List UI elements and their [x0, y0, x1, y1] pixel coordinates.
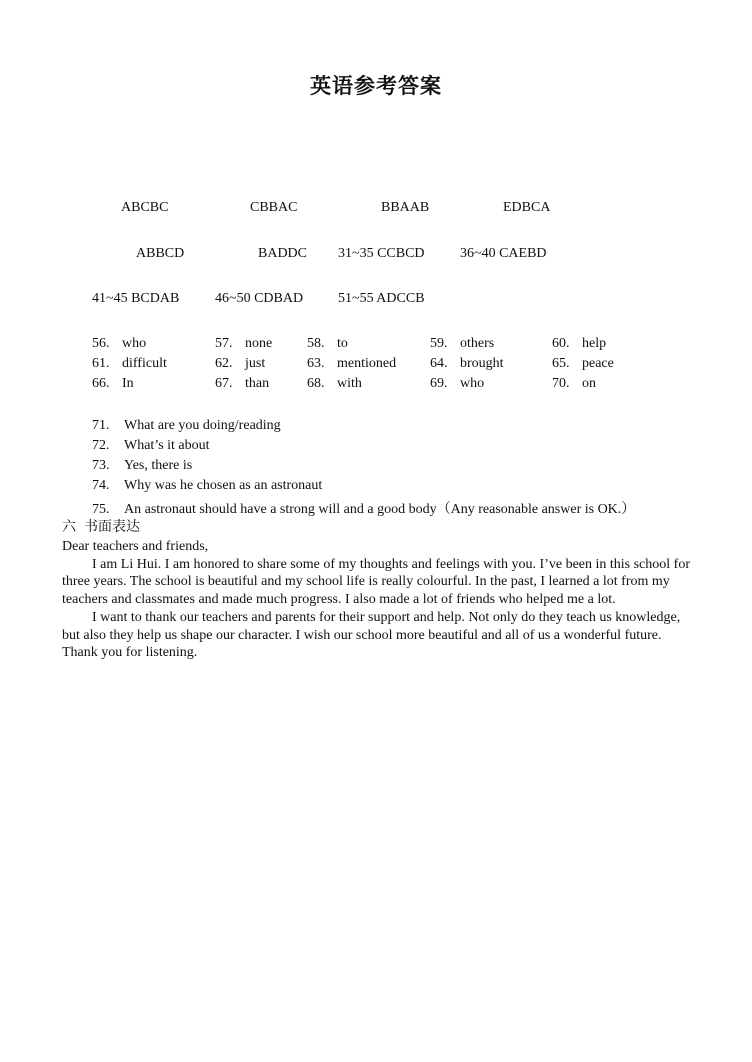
fill-blank-item: [552, 376, 596, 392]
fill-blank-item: [307, 376, 362, 392]
fill-blank-item: [307, 336, 348, 352]
choice-group: 31~35 CCBCD: [338, 246, 425, 261]
item-number: 68.: [307, 376, 325, 391]
item-number: 75.: [92, 502, 110, 517]
item-answer: on: [582, 376, 596, 391]
qa-item: [92, 478, 322, 494]
item-answer: brought: [460, 356, 504, 371]
item-answer: Why was he chosen as an astronaut: [124, 478, 323, 493]
essay: [62, 538, 692, 662]
item-number: 73.: [92, 458, 110, 473]
item-answer: just: [245, 356, 266, 371]
choice-group: ABCBC: [121, 200, 169, 215]
fill-blank-item: [430, 356, 504, 372]
choice-group: CBBAC: [250, 200, 298, 215]
item-number: 62.: [215, 356, 233, 371]
item-answer: who: [122, 336, 147, 351]
fill-blank-item: [215, 336, 272, 352]
choice-group: 51~55 ADCCB: [338, 291, 425, 306]
section-title: 书面表达: [84, 519, 140, 535]
item-number: 61.: [92, 356, 110, 371]
fill-blank-item: [215, 376, 269, 392]
item-number: 71.: [92, 418, 110, 433]
page-title: 英语参考答案: [310, 74, 442, 98]
qa-item: [92, 418, 281, 434]
item-answer: What are you doing/reading: [124, 418, 281, 433]
section-heading: [62, 516, 140, 536]
item-number: 72.: [92, 438, 110, 453]
item-number: 59.: [430, 336, 448, 351]
item-answer: none: [245, 336, 273, 351]
item-number: 69.: [430, 376, 448, 391]
choice-group: BADDC: [258, 246, 308, 261]
item-answer: others: [460, 336, 495, 351]
item-answer: with: [337, 376, 362, 391]
essay-paragraph: I want to thank our teachers and parents for their support and help. Not only do they teach us knowledge, but also they help us shape our character. I wish our school more beautiful and all of us a wonderful future. Thank you for listening.: [62, 609, 681, 661]
fill-blank-item: [552, 336, 606, 352]
essay-salutation: Dear teachers and friends,: [62, 539, 209, 554]
fill-blank-item: [92, 376, 134, 392]
item-answer: What’s it about: [124, 438, 210, 453]
qa-item: [92, 438, 210, 454]
item-answer: An astronaut should have a strong will and a good body（Any reasonable answer is OK.）: [124, 502, 636, 517]
choice-group: 36~40 CAEBD: [460, 246, 547, 261]
item-number: 63.: [307, 356, 325, 371]
item-number: 66.: [92, 376, 110, 391]
item-answer: In: [122, 376, 134, 391]
item-answer: peace: [582, 356, 614, 371]
fill-blank-item: [430, 336, 494, 352]
item-answer: difficult: [122, 356, 167, 371]
item-number: 56.: [92, 336, 110, 351]
item-number: 70.: [552, 376, 570, 391]
item-number: 67.: [215, 376, 233, 391]
item-answer: Yes, there is: [124, 458, 193, 473]
choice-group: BBAAB: [381, 200, 430, 215]
item-number: 58.: [307, 336, 325, 351]
item-answer: than: [245, 376, 270, 391]
qa-item: [92, 498, 635, 518]
fill-blank-item: [430, 376, 484, 392]
item-number: 64.: [430, 356, 448, 371]
fill-blank-item: [92, 356, 167, 372]
fill-blank-item: [307, 356, 396, 372]
section-number: 六: [62, 519, 76, 535]
item-number: 60.: [552, 336, 570, 351]
item-number: 74.: [92, 478, 110, 493]
item-number: 65.: [552, 356, 570, 371]
fill-blank-item: [92, 336, 146, 352]
fill-blank-item: [215, 356, 265, 372]
choice-group: 46~50 CDBAD: [215, 291, 304, 306]
essay-paragraph: I am Li Hui. I am honored to share some of my thoughts and feelings with you. I’ve been in this school for three years. The school is beautiful and my school life is really colourful. In the past, I learned a lot from my teachers and classmates and made much progress. I also made a lot of friends who helped me a lot.: [62, 556, 690, 608]
choice-group: EDBCA: [503, 200, 551, 215]
item-number: 57.: [215, 336, 233, 351]
item-answer: mentioned: [337, 356, 397, 371]
qa-item: [92, 458, 192, 474]
choice-group: ABBCD: [136, 246, 185, 261]
item-answer: who: [460, 376, 485, 391]
fill-blank-item: [552, 356, 614, 372]
choice-group: 41~45 BCDAB: [92, 291, 180, 306]
item-answer: help: [582, 336, 607, 351]
item-answer: to: [337, 336, 348, 351]
